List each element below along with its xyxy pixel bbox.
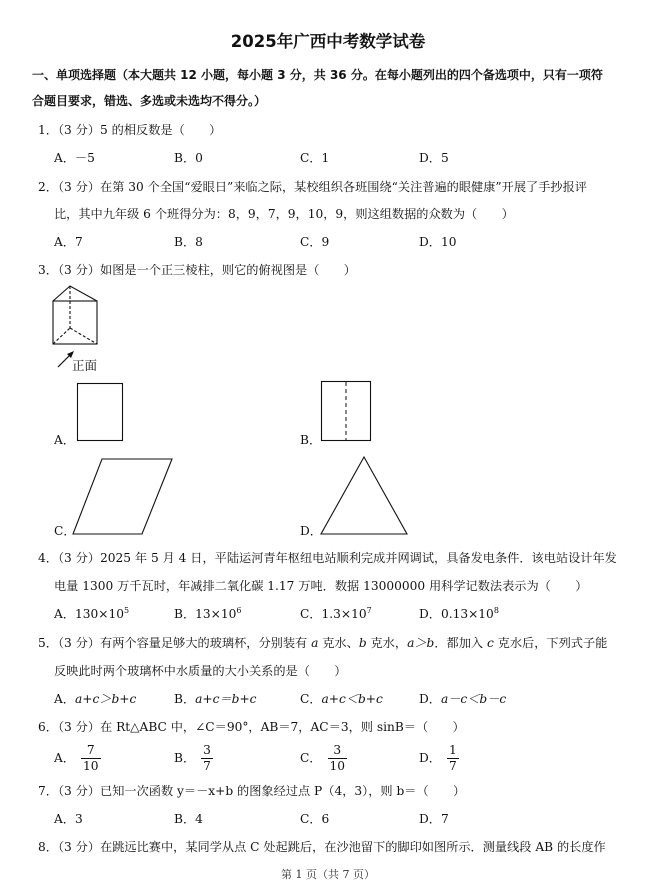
q3-option-d-triangle <box>320 456 410 536</box>
section-header-line1: 一、单项选择题（本大题共 12 小题，每小题 3 分，共 36 分。在每小题列出的四个备选项中，只有一项符 <box>32 68 603 82</box>
q7-option-c: C．6 <box>300 812 330 826</box>
question-5-stem-line2: 反映此时两个玻璃杯中水质量的大小关系的是（ ） <box>54 664 347 678</box>
q4-option-b: B．$13\times 10^6$ <box>174 605 242 621</box>
q3-option-c: C． <box>54 524 76 538</box>
section-header-line2: 合题目要求，错选、多选或未选均不得分。） <box>32 94 267 108</box>
q3-option-b: B． <box>300 433 322 447</box>
page-footer: 第 1 页（共 7 页） <box>281 868 375 881</box>
q5-option-d: D．a－c＜b－c <box>419 692 507 706</box>
question-5-stem-line1: 5．（3 分）有两个容量足够大的玻璃杯，分别装有 a 克水、b 克水，a＞b．都加入 c 克水后，下列式子能 <box>38 636 608 650</box>
front-view-label: 正面 <box>72 358 98 373</box>
q6-option-c: C． $\frac{3}{10}$ <box>300 743 346 773</box>
q2-option-a: A．7 <box>54 235 83 249</box>
question-1-stem: 1．（3 分）5 的相反数是（ ） <box>38 123 222 137</box>
q2-option-c: C．9 <box>300 235 330 249</box>
q3-option-b-rectangle-dashed <box>321 381 373 443</box>
q3-option-c-parallelogram <box>72 458 174 536</box>
q6-option-d: D． $\frac{1}{7}$ <box>419 743 457 773</box>
q5-option-a: A．a+c＞b+c <box>54 692 137 706</box>
q6-option-b: B． $\frac{3}{7}$ <box>174 743 211 773</box>
question-7-stem: 7．（3 分）已知一次函数 y＝－x+b 的图象经过点 P（4，3），则 b＝（ ） <box>38 784 466 798</box>
q1-option-d: D．5 <box>419 151 449 165</box>
q3-option-a-rectangle <box>77 383 125 443</box>
q4-option-a: A．$130\times 10^5$ <box>54 605 130 621</box>
q6-option-a: A． $\frac{7}{10}$ <box>54 743 99 773</box>
question-4-stem-line1: 4．（3 分）2025 年 5 月 4 日，平陆运河青年枢纽电站顺利完成并网调试，具备发电条件．该电站设计年发 <box>38 551 617 565</box>
q3-option-a: A． <box>54 433 75 447</box>
q7-option-d: D．7 <box>419 812 449 826</box>
q4-option-d: D．$0.13\times 10^8$ <box>419 605 499 621</box>
q7-option-b: B．4 <box>174 812 203 826</box>
q1-option-a: A．－5 <box>54 151 95 165</box>
question-2-stem-line2: 比，其中九年级 6 个班得分为：8，9，7，9，10，9，则这组数据的众数为（ ） <box>54 207 514 221</box>
question-6-stem: 6．（3 分）在 Rt△ABC 中，∠C＝90°，AB＝7，AC＝3，则 sinB＝（ ） <box>38 720 465 734</box>
q1-option-c: C．1 <box>300 151 330 165</box>
q4-option-c: C．$1.3\times 10^7$ <box>300 605 372 621</box>
question-8-stem: 8．（3 分）在跳远比赛中，某同学从点 C 处起跳后，在沙池留下的脚印如图所示．测量线段 AB 的长度作 <box>38 840 606 854</box>
q7-option-a: A．3 <box>54 812 83 826</box>
q2-option-b: B．8 <box>174 235 203 249</box>
q3-option-d: D． <box>300 524 322 538</box>
question-2-stem-line1: 2．（3 分）在第 30 个全国“爱眼日”来临之际，某校组织各班围绕“关注普遍的眼健康”开展了手抄报评 <box>38 180 587 194</box>
question-3-stem: 3．（3 分）如图是一个正三棱柱，则它的俯视图是（ ） <box>38 263 356 277</box>
q1-option-b: B．0 <box>174 151 203 165</box>
q5-option-b: B．a+c＝b+c <box>174 692 257 706</box>
page-title: 2025年广西中考数学试卷 <box>230 32 426 51</box>
q2-option-d: D．10 <box>419 235 457 249</box>
q5-option-c: C．a+c＜b+c <box>300 692 383 706</box>
question-4-stem-line2: 电量 1300 万千瓦时，年减排二氧化碳 1.17 万吨．数据 13000000 用科学记数法表示为（ ） <box>54 579 588 593</box>
